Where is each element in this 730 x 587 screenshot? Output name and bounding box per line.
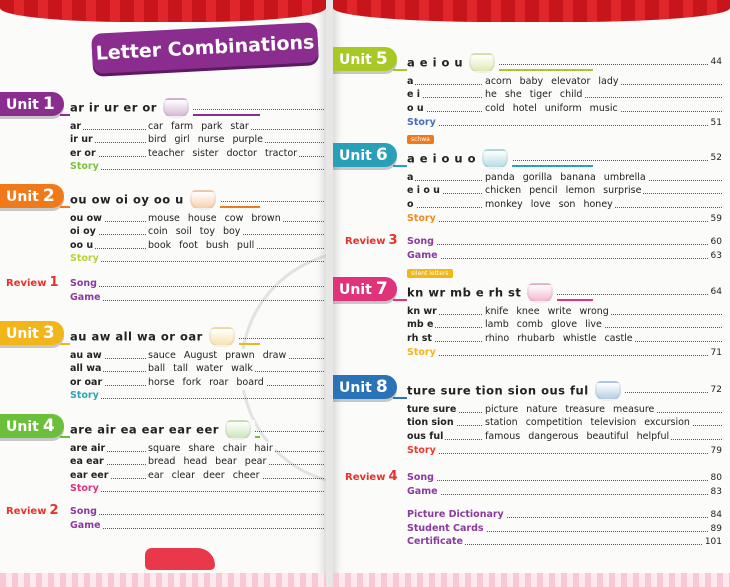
entry-label: Story	[407, 346, 436, 358]
entry-label: tion sion	[407, 417, 454, 429]
dotted-leader	[70, 514, 324, 515]
toc-entry[interactable]	[70, 147, 324, 161]
toc-entry[interactable]	[70, 349, 324, 363]
story-entry[interactable]	[70, 160, 324, 174]
page-number: 83	[710, 486, 722, 497]
example-words: ball tall water walk	[148, 363, 253, 375]
entry-label: ir ur	[70, 134, 93, 146]
entry-label: Story	[407, 444, 436, 456]
entry-label: Game	[70, 519, 101, 531]
toc-entry[interactable]	[407, 332, 722, 346]
unit-badge	[333, 143, 397, 167]
curtain-decoration	[0, 0, 326, 22]
entry-label: are air	[70, 443, 106, 454]
unit-badge	[0, 92, 64, 116]
entry-label: Game	[70, 291, 101, 303]
dotted-leader	[70, 398, 324, 399]
unit-sounds	[407, 381, 625, 401]
example-words: acorn baby elevator lady	[485, 76, 619, 87]
example-words: horse fork roar board	[148, 376, 264, 388]
sounds-text: ar ir ur er or	[70, 100, 157, 115]
unit-badge	[0, 184, 64, 208]
swirl-roll-icon	[163, 98, 189, 118]
entry-label: ous ful	[407, 430, 444, 442]
unit-number: 8	[375, 377, 388, 397]
unit-number: 7	[375, 279, 388, 299]
unit-number: 2	[42, 186, 55, 206]
example-words: square share chair hair	[148, 443, 273, 454]
unit-number: 6	[375, 145, 388, 165]
review-number: 2	[49, 503, 59, 518]
page-number: 72	[710, 385, 722, 395]
unit-badge	[0, 321, 64, 345]
page-number: 52	[710, 153, 722, 163]
swirl-roll-icon	[595, 381, 621, 401]
song-entry[interactable]	[407, 471, 722, 485]
unit-label: Unit	[6, 419, 39, 435]
sounds-text: a e i o u	[407, 55, 464, 70]
example-words: ear clear deer cheer	[148, 469, 260, 481]
entry-label: o	[407, 198, 414, 210]
unit-label: Unit	[339, 52, 372, 68]
example-words: car farm park star	[148, 121, 249, 132]
game-entry[interactable]	[407, 485, 722, 499]
entry-label: ar	[70, 121, 82, 132]
example-words: famous dangerous beautiful helpful	[485, 430, 670, 442]
example-words: mouse house cow brown	[148, 213, 281, 224]
unit-badge	[0, 414, 64, 438]
unit-sounds	[70, 420, 255, 440]
unit-label: Unit	[339, 148, 372, 164]
entry-label: mb e	[407, 319, 434, 331]
review-label	[6, 503, 59, 518]
toc-entry[interactable]	[70, 362, 324, 376]
review-label	[6, 275, 59, 290]
back-matter-entry[interactable]	[407, 522, 722, 536]
entry-label: er or	[70, 147, 96, 159]
review-text: Review	[345, 472, 386, 483]
entry-label: Student Cards	[407, 522, 484, 534]
swirl-roll-icon	[482, 149, 508, 169]
curtain-decoration	[333, 0, 730, 22]
dotted-leader	[407, 480, 722, 481]
toc-entry[interactable]	[70, 120, 324, 134]
song-entry[interactable]	[70, 505, 324, 519]
unit-number: 4	[42, 416, 55, 436]
entry-label: Song	[407, 236, 434, 247]
toc-entry[interactable]	[407, 318, 722, 332]
sounds-text: are air ea ear ear eer	[70, 422, 219, 437]
review-number: 1	[49, 275, 59, 290]
toc-entry[interactable]	[407, 102, 722, 116]
review-label	[345, 469, 398, 484]
dotted-leader	[407, 258, 722, 259]
unit-heading[interactable]	[407, 149, 722, 165]
entry-label: Picture Dictionary	[407, 509, 504, 520]
entry-label: Story	[407, 116, 436, 128]
example-words: book foot bush pull	[148, 239, 255, 251]
entry-label: Game	[407, 249, 438, 261]
unit-heading[interactable]	[70, 420, 324, 436]
toc-entry[interactable]	[407, 403, 722, 417]
entry-label: au aw	[70, 350, 102, 361]
entry-label: Story	[70, 160, 99, 172]
right-page	[333, 0, 730, 587]
entry-label: Story	[407, 212, 436, 224]
entry-label: Song	[70, 278, 97, 289]
example-words: rhino rhubarb whistle castle	[485, 332, 633, 344]
entry-label: Certificate	[407, 536, 463, 547]
unit-heading[interactable]	[70, 190, 324, 206]
unit-heading[interactable]	[70, 327, 324, 343]
toc-entry[interactable]	[70, 225, 324, 239]
airplane-illustration	[145, 548, 215, 570]
entry-label: Game	[407, 485, 438, 497]
example-words: lamb comb glove live	[485, 319, 602, 331]
example-words: panda gorilla banana umbrella	[485, 172, 646, 183]
page-number: 44	[710, 57, 722, 67]
entry-label: ou ow	[70, 213, 102, 224]
dotted-leader	[70, 300, 324, 301]
entry-label: oo u	[70, 239, 94, 251]
game-entry[interactable]	[407, 249, 722, 263]
review-label	[345, 233, 398, 248]
example-words: station competition television excursion	[485, 417, 690, 429]
entry-label: ea ear	[70, 456, 104, 468]
unit-number: 3	[42, 323, 55, 343]
unit-sounds	[407, 53, 499, 73]
entry-label: all wa	[70, 363, 102, 375]
sounds-text: kn wr mb e rh st	[407, 285, 522, 300]
story-entry[interactable]	[407, 212, 722, 226]
sounds-text: a e i o u o	[407, 151, 477, 166]
example-words: coin soil toy boy	[148, 226, 241, 238]
page-number: 101	[704, 537, 722, 547]
unit-sounds	[70, 98, 193, 118]
unit-sounds	[407, 149, 512, 169]
story-entry[interactable]	[70, 482, 324, 496]
swirl-roll-icon	[225, 420, 251, 440]
entry-label: Story	[70, 482, 99, 494]
page-number: 80	[710, 473, 722, 483]
entry-label: Song	[70, 506, 97, 517]
story-entry[interactable]	[407, 346, 722, 360]
page-number: 64	[710, 287, 722, 297]
unit-label: Unit	[6, 189, 39, 205]
review-text: Review	[345, 236, 386, 247]
unit-label: Unit	[6, 97, 39, 113]
entry-label: Story	[70, 389, 99, 401]
swirl-roll-icon	[209, 327, 235, 347]
dotted-leader	[407, 244, 722, 245]
swirl-roll-icon	[469, 53, 495, 73]
example-words: bird girl nurse purple	[148, 134, 263, 146]
unit-sounds	[70, 190, 220, 210]
example-words: sauce August prawn draw	[148, 350, 287, 361]
unit-badge	[333, 47, 397, 71]
dotted-leader	[70, 528, 324, 529]
toc-entry[interactable]	[407, 198, 722, 212]
toc-entry[interactable]	[407, 184, 722, 198]
unit-tag: schwa	[407, 135, 434, 144]
story-entry[interactable]	[70, 252, 324, 266]
unit-label: Unit	[6, 326, 39, 342]
entry-label: ear eer	[70, 469, 109, 481]
unit-label: Unit	[339, 282, 372, 298]
review-text: Review	[6, 278, 47, 289]
unit-heading[interactable]	[70, 98, 324, 114]
swirl-roll-icon	[527, 283, 553, 303]
page-number: 71	[710, 347, 722, 358]
dotted-leader	[70, 286, 324, 287]
dotted-leader	[70, 491, 324, 492]
unit-number: 5	[375, 49, 388, 69]
unit-sounds	[407, 283, 557, 303]
example-words: knife knee write wrong	[485, 306, 609, 317]
unit-badge	[333, 277, 397, 301]
page-number: 51	[710, 117, 722, 128]
review-text: Review	[6, 506, 47, 517]
toc-entry[interactable]	[407, 305, 722, 319]
toc-entry[interactable]	[70, 212, 324, 226]
entry-label: e i o u	[407, 185, 440, 197]
entry-label: oi oy	[70, 226, 96, 238]
review-number: 3	[388, 233, 398, 248]
unit-label: Unit	[339, 380, 372, 396]
example-words: cold hotel uniform music	[485, 102, 618, 114]
bottom-border-decoration	[0, 573, 326, 587]
game-entry[interactable]	[70, 519, 324, 533]
toc-entry[interactable]	[70, 133, 324, 147]
story-entry[interactable]	[407, 444, 722, 458]
example-words: bread head bear pear	[148, 456, 267, 468]
left-page	[0, 0, 326, 587]
page-number: 63	[710, 250, 722, 261]
entry-label: e i	[407, 89, 421, 101]
back-matter-entry[interactable]	[407, 508, 722, 522]
sounds-text: au aw all wa or oar	[70, 329, 203, 344]
toc-entry[interactable]	[407, 430, 722, 444]
unit-tag: silent letters	[407, 269, 453, 278]
toc-entry[interactable]	[70, 469, 324, 483]
unit-heading[interactable]	[407, 381, 722, 397]
example-words: he she tiger child	[485, 89, 583, 101]
unit-heading[interactable]	[407, 53, 722, 69]
story-entry[interactable]	[70, 389, 324, 403]
page-number: 60	[710, 237, 722, 247]
example-words: teacher sister doctor tractor	[148, 147, 298, 159]
toc-entry[interactable]	[407, 171, 722, 185]
game-entry[interactable]	[70, 291, 324, 305]
example-words: monkey love son honey	[485, 198, 613, 210]
dotted-leader	[407, 221, 722, 222]
example-words: picture nature treasure measure	[485, 404, 655, 415]
bottom-border-decoration	[333, 573, 730, 587]
entry-label: or oar	[70, 376, 103, 388]
dotted-leader	[70, 169, 324, 170]
toc-entry[interactable]	[407, 416, 722, 430]
entry-label: kn wr	[407, 306, 437, 317]
entry-label: a	[407, 76, 414, 87]
dotted-leader	[407, 453, 722, 454]
dotted-leader	[407, 355, 722, 356]
review-number: 4	[388, 469, 398, 484]
entry-label: ture sure	[407, 404, 457, 415]
page-number: 79	[710, 445, 722, 456]
toc-entry[interactable]	[70, 455, 324, 469]
example-words: chicken pencil lemon surprise	[485, 185, 642, 197]
sounds-text: ou ow oi oy oo u	[70, 192, 184, 207]
entry-label: o u	[407, 102, 424, 114]
dotted-leader	[70, 261, 324, 262]
entry-label: rh st	[407, 332, 432, 344]
toc-entry[interactable]	[70, 239, 324, 253]
unit-badge	[333, 375, 397, 399]
toc-entry[interactable]	[407, 88, 722, 102]
toc-entry[interactable]	[70, 442, 324, 456]
page-number: 89	[710, 523, 722, 534]
unit-heading[interactable]	[407, 283, 722, 299]
back-matter-entry[interactable]	[407, 535, 722, 549]
entry-label: Story	[70, 252, 99, 264]
unit-sounds	[70, 327, 239, 347]
dotted-leader	[407, 494, 722, 495]
page-number: 84	[710, 510, 722, 520]
entry-label: Song	[407, 472, 434, 483]
song-entry[interactable]	[407, 235, 722, 249]
dotted-leader	[407, 125, 722, 126]
story-entry[interactable]	[407, 116, 722, 130]
unit-number: 1	[42, 94, 55, 114]
swirl-roll-icon	[190, 190, 216, 210]
entry-label: a	[407, 172, 414, 183]
page-title: Letter Combinations	[91, 22, 319, 74]
page-number: 59	[710, 213, 722, 224]
toc-entry[interactable]	[70, 376, 324, 390]
song-entry[interactable]	[70, 277, 324, 291]
toc-entry[interactable]	[407, 75, 722, 89]
sounds-text: ture sure tion sion ous ful	[407, 383, 589, 398]
